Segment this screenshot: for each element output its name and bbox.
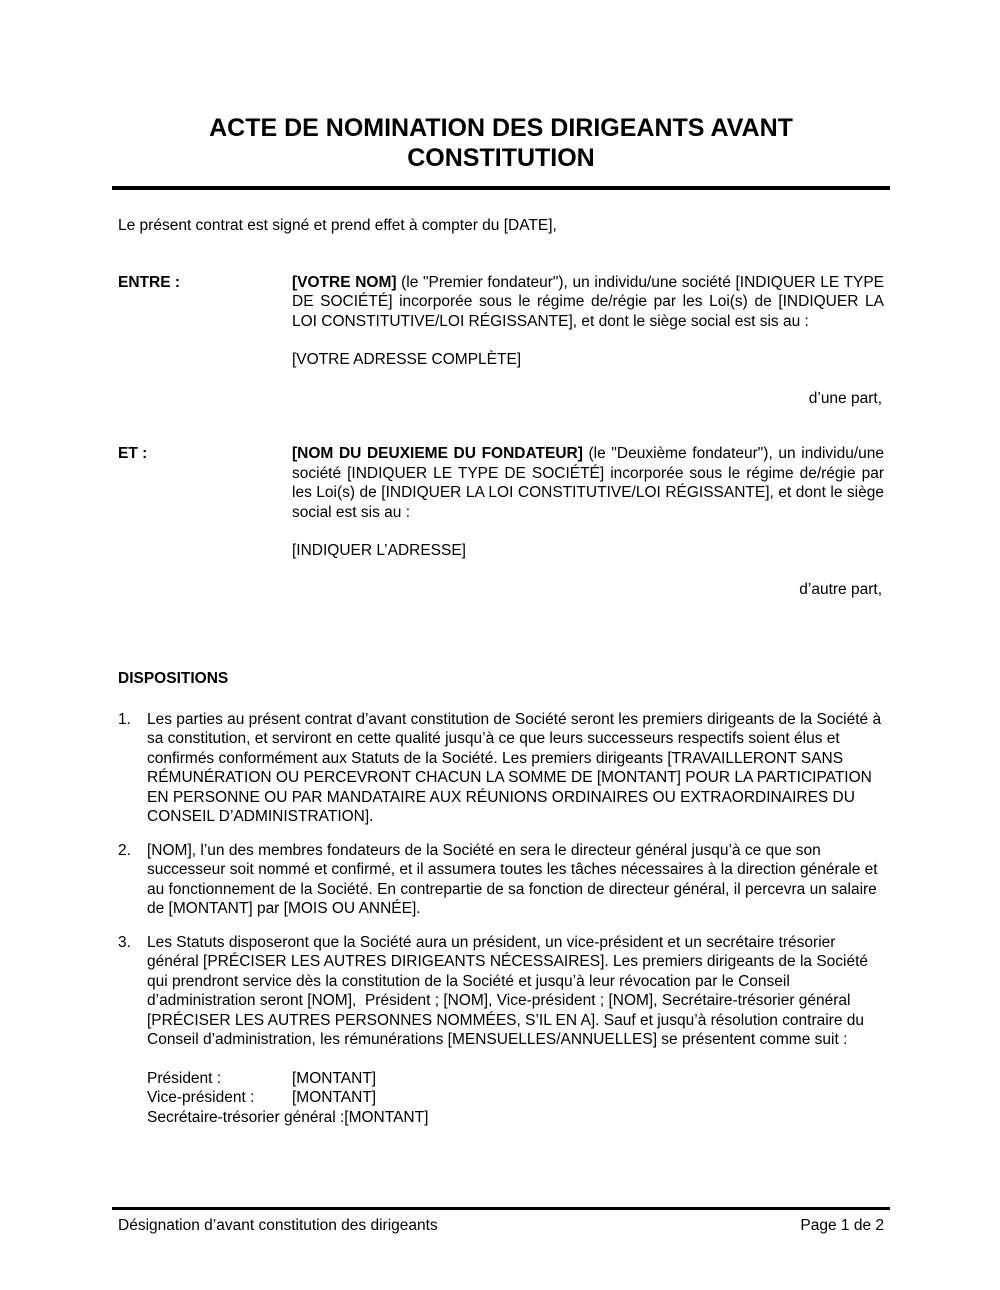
document-title: ACTE DE NOMINATION DES DIRIGEANTS AVANT CONSTITUTION [209,114,793,172]
party-closing: d’autre part, [799,580,882,598]
item-text: Les parties au présent contrat d’avant constitution de Société seront les premiers dirigeants de la Société à sa constitution, et serviront en cette qualité jusqu’à ce que leurs successeurs respectifs soient élus et confirmés conformément aux Statuts de la Société. Les premiers dirigeants [TRAVAILLERONT SANS RÉMUNÉRATION OU PERCEVRONT CHACUN LA SOMME DE [MONTANT] POUR LA PARTICIPATION EN PERSONNE OU PAR MANDATAIRE AUX RÉUNIONS ORDINAIRES OU EXTRAORDINAIRES DU CONSEIL D’ADMINISTRATION]. [147,710,886,825]
disposition-item-1 [118,710,884,827]
party-body-entre [292,273,884,409]
party-body-et [292,444,884,599]
salary-row-president [147,1069,884,1089]
footer-page-number: Page 1 de 2 [800,1216,884,1234]
disposition-item-3 [118,933,884,1050]
party-description: (le "Deuxième fondateur"), un individu/une société [INDIQUER LE TYPE DE SOCIÉTÉ] incorporée sous le régime de/régie par les Loi(s) de [INDIQUER LA LOI CONSTITUTIVE/LOI RÉGISSANTE], et dont le siège social est sis au : [292,445,884,521]
disposition-item-2 [118,841,884,919]
party-section-et [118,444,884,599]
salary-row-secretaire-tresorier [147,1108,884,1128]
footer-document-name: Désignation d’avant constitution des dirigeants [118,1216,438,1234]
salary-role: Vice-président : [147,1089,255,1106]
salary-list [118,1069,884,1128]
party-name-placeholder: [VOTRE NOM] [292,273,397,291]
party-description: (le "Premier fondateur"), un individu/une société [INDIQUER LE TYPE DE SOCIÉTÉ] incorporée sous le régime de/régie par les Loi(s) de [INDIQUER LA LOI CONSTITUTIVE/LOI RÉGISSANTE], et dont le siège social est sis au : [292,273,884,330]
intro-paragraph: Le présent contrat est signé et prend effet à compter du [DATE], [118,217,557,234]
party-label-et: ET : [118,445,148,462]
salary-role: Secrétaire-trésorier général : [147,1108,345,1126]
party-label-entre: ENTRE : [118,273,180,291]
footer-row [118,1216,884,1236]
title-divider [112,186,890,190]
salary-amount-placeholder: [MONTANT] [344,1108,429,1126]
salary-row-vice-president [147,1088,884,1108]
item-text: [NOM], l’un des membres fondateurs de la Société en sera le directeur général jusqu’à ce que son successeur soit nommé et confirmé, et il assumera toutes les tâches nécessaires à la direction générale et au fonctionnement de la Société. En contrepartie de sa fonction de directeur général, il percevra un salaire de [MONTANT] par [MOIS OU ANNÉE]. [147,841,882,917]
item-number: 1. [118,710,131,728]
party-name-placeholder: [NOM DU DEUXIEME DU FONDATEUR] [292,445,583,462]
dispositions-heading: DISPOSITIONS [118,670,229,687]
party-closing: d’une part, [808,389,882,407]
party-address-placeholder: [VOTRE ADRESSE COMPLÈTE] [292,351,522,368]
salary-amount-placeholder: [MONTANT] [292,1069,377,1087]
salary-role: Président : [147,1069,222,1087]
party-address-placeholder: [INDIQUER L’ADRESSE] [292,542,466,559]
item-text: Les Statuts disposeront que la Société aura un président, un vice-président et un secrétaire trésorier général [PRÉCISER LES AUTRES DIRIGEANTS NÉCESSAIRES]. Les premiers dirigeants de la Société qui prendront service dès la constitution de la Société et jusqu’à leur révocation par le Conseil d’administration seront [NOM], Président ; [NOM], Vice-président ; [NOM], Secrétaire-trésorier général [PRÉCISER LES AUTRES PERSONNES NOMMÉES, S’IL EN A]. Sauf et jusqu’à résolution contraire du Conseil d’administration, les rémunérations [MENSUELLES/ANNUELLES] se présentent comme suit : [147,933,873,1048]
footer-divider [112,1207,890,1210]
item-number: 3. [118,933,131,951]
party-paragraph [292,444,884,522]
salary-amount-placeholder: [MONTANT] [292,1089,377,1106]
party-paragraph [292,273,884,332]
party-section-entre [118,273,884,409]
page-footer [118,1207,884,1235]
item-number: 2. [118,841,131,859]
